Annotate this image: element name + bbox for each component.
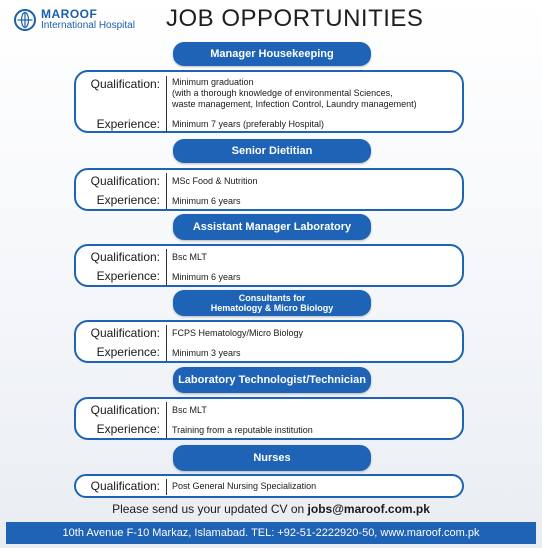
divider — [166, 325, 167, 361]
qualification-line: (with a thorough knowledge of environmental Sciences, — [172, 88, 393, 98]
qualification-label: Qualification: — [90, 174, 160, 188]
divider — [166, 76, 167, 132]
qualification-label: Qualification: — [90, 326, 160, 340]
experience-label: Experience: — [96, 269, 160, 283]
logo-subtitle: International Hospital — [41, 20, 135, 31]
experience-label: Experience: — [96, 345, 160, 359]
job-details-consultants — [74, 320, 464, 363]
job-details-laboratory-technologist — [74, 397, 464, 440]
job-title-laboratory-technologist: Laboratory Technologist/Technician — [173, 367, 371, 393]
qualification-value — [172, 77, 417, 110]
hospital-logo — [14, 8, 135, 31]
job-title-line: Hematology & Micro Biology — [210, 303, 334, 313]
job-title-assistant-manager-laboratory: Assistant Manager Laboratory — [173, 214, 371, 240]
qualification-value: FCPS Hematology/Micro Biology — [172, 328, 304, 338]
footer-address-bar — [6, 522, 536, 544]
contact-email[interactable]: jobs@maroof.com.pk — [307, 502, 430, 516]
experience-value: Minimum 7 years (preferably Hospital) — [172, 119, 325, 129]
job-title-line: Consultants for — [238, 293, 306, 303]
qualification-line: Minimum graduation — [172, 77, 254, 87]
footer-address: 10th Avenue F-10 Markaz, Islamabad. TEL: +92-51-2222920-50, www.maroof.com.pk — [62, 527, 480, 539]
job-title-senior-dietitian: Senior Dietitian — [173, 139, 371, 163]
job-details-nurses — [74, 474, 464, 498]
qualification-label: Qualification: — [90, 479, 160, 493]
contact-prefix: Please send us your updated CV on — [112, 502, 308, 516]
qualification-value: Bsc MLT — [172, 405, 207, 415]
experience-label: Experience: — [96, 422, 160, 436]
qualification-value: Post General Nursing Specialization — [172, 481, 317, 491]
experience-value: Minimum 3 years — [172, 348, 241, 358]
globe-icon — [14, 9, 36, 31]
qualification-label: Qualification: — [90, 77, 160, 91]
page-title: JOB OPPORTUNITIES — [166, 5, 424, 32]
experience-value: Minimum 6 years — [172, 196, 241, 206]
experience-value: Minimum 6 years — [172, 272, 241, 282]
job-title-consultants — [173, 290, 371, 316]
experience-value: Training from a reputable institution — [172, 425, 313, 435]
qualification-line: waste management, Infection Control, Laundry management) — [172, 99, 417, 109]
logo-name: MAROOF — [41, 7, 98, 21]
qualification-label: Qualification: — [90, 250, 160, 264]
job-details-assistant-manager-laboratory — [74, 244, 464, 287]
job-details-senior-dietitian — [74, 168, 464, 211]
divider — [166, 402, 167, 438]
qualification-value: Bsc MLT — [172, 252, 207, 262]
job-title-manager-housekeeping: Manager Housekeeping — [173, 42, 371, 66]
divider — [166, 479, 167, 495]
qualification-label: Qualification: — [90, 403, 160, 417]
divider — [166, 249, 167, 285]
job-title-nurses: Nurses — [173, 445, 371, 471]
experience-label: Experience: — [96, 193, 160, 207]
divider — [166, 173, 167, 209]
experience-label: Experience: — [96, 117, 160, 131]
qualification-value: MSc Food & Nutrition — [172, 176, 258, 186]
contact-line — [0, 502, 542, 516]
job-details-manager-housekeeping — [74, 70, 464, 133]
